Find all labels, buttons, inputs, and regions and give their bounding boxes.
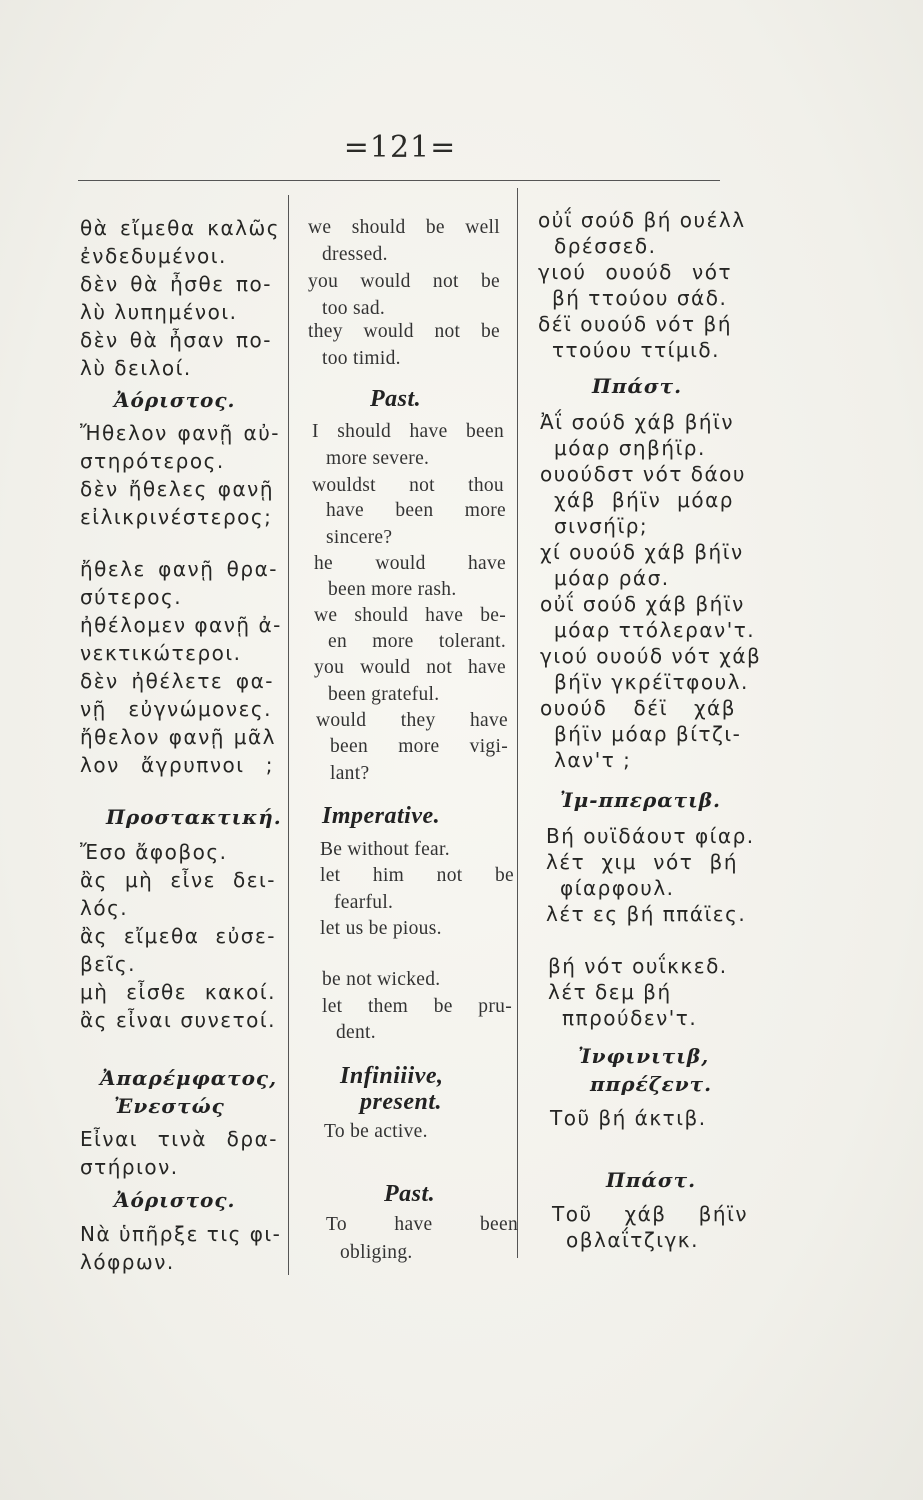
transliteration-line: φίαρφουλ.: [560, 876, 675, 900]
transliteration-line: χί ουούδ χάβ βήϊν: [540, 540, 744, 564]
english-line: they would not be: [308, 321, 500, 342]
english-line: been grateful.: [328, 684, 440, 705]
section-heading-past-tr: Ππάστ.: [592, 374, 683, 398]
section-heading-infinitive-en: Infiniiive,: [340, 1063, 444, 1089]
greek-line: ἐνδεδυμένοι.: [80, 244, 227, 268]
greek-line: ἤθελε φανῇ θρα-: [80, 557, 278, 581]
transliteration-line: Τοῦ βή άκτιβ.: [550, 1106, 707, 1130]
english-line: dent.: [336, 1022, 376, 1043]
transliteration-line: Τοῦ χάβ βήϊν: [552, 1202, 748, 1226]
transliteration-line: λέτ χιμ νότ βή: [546, 850, 738, 874]
section-heading-aorist-2: Ἀόριστος.: [114, 1188, 236, 1212]
transliteration-line: ττούου ττίμιδ.: [552, 338, 720, 362]
greek-line: στήριον.: [80, 1155, 179, 1179]
english-line: been more vigi-: [330, 736, 508, 757]
english-line: let them be pru-: [322, 996, 512, 1017]
transliteration-line: λέτ δεμ βή: [548, 980, 672, 1004]
section-heading-past: Past.: [370, 386, 422, 412]
greek-line: στηρότερος.: [80, 449, 225, 473]
greek-line: Εἶναι τινὰ δρα-: [80, 1127, 278, 1151]
english-line: too sad.: [322, 298, 386, 319]
english-line: be not wicked.: [322, 969, 441, 990]
section-heading-infinitive-tr: Ἰνφινιτιβ,: [578, 1044, 710, 1068]
greek-line: νῇ εὐγνώμονες.: [80, 697, 272, 721]
column-divider-left: [288, 195, 289, 1275]
english-line: you would not be: [308, 271, 500, 292]
english-line: let us be pious.: [320, 918, 442, 939]
english-line: fearful.: [334, 892, 394, 913]
page-number: =121=: [343, 130, 457, 165]
english-line: obliging.: [340, 1242, 413, 1263]
section-heading-present: Ἐνεστώς: [114, 1094, 225, 1118]
greek-line: λὺ λυπημένοι.: [80, 300, 238, 324]
column-divider-right: [517, 188, 518, 1258]
section-heading-imperative-en: Imperative.: [322, 803, 441, 829]
transliteration-line: χάβ βήϊν μόαρ: [554, 488, 734, 512]
transliteration-line: λέτ ες βή ππάϊες.: [546, 902, 747, 926]
english-line: been more rash.: [328, 579, 457, 600]
english-line: Be without fear.: [320, 839, 450, 860]
greek-line: δὲν ἠθέλετε φα-: [80, 669, 274, 693]
greek-line: ἤθελον φανῇ μᾶλ: [80, 725, 276, 749]
transliteration-line: δρέσσεδ.: [554, 234, 657, 258]
transliteration-line: Βή ουϊδάουτ φίαρ.: [546, 824, 755, 848]
greek-line: θὰ εἴμεθα καλῶς: [80, 216, 280, 240]
transliteration-line: γιού ουούδ νότ χάβ: [540, 644, 762, 668]
english-line: you would not have: [314, 657, 506, 678]
transliteration-line: μόαρ ράσ.: [554, 566, 670, 590]
transliteration-line: οὐΐ σούδ βή ουέλλ: [538, 208, 746, 232]
english-line: To be active.: [324, 1121, 428, 1142]
greek-line: ἂς μὴ εἶνε δει-: [80, 868, 276, 892]
transliteration-line: μόαρ σηβήϊρ.: [554, 436, 706, 460]
transliteration-line: Ἀΐ σούδ χάβ βήϊν: [540, 410, 734, 434]
english-line: more severe.: [326, 448, 430, 469]
greek-line: σύτερος.: [80, 585, 183, 609]
section-heading-infinitive: Ἀπαρέμφατος,: [100, 1066, 278, 1090]
transliteration-line: βήϊν μόαρ βίτζι-: [554, 722, 742, 746]
section-heading-present-tr: ππρέζεντ.: [590, 1072, 713, 1096]
greek-line: λὺ δειλοί.: [80, 356, 192, 380]
transliteration-line: ππρούδεν'τ.: [562, 1006, 698, 1030]
section-heading-imperative-tr: Ἰμ-ππερατιβ.: [560, 788, 722, 812]
transliteration-line: μόαρ ττόλεραν'τ.: [554, 618, 756, 642]
english-line: dressed.: [322, 244, 388, 265]
section-heading-aorist: Ἀόριστος.: [114, 388, 236, 412]
transliteration-line: οὐΐ σούδ χάβ βήϊν: [540, 592, 745, 616]
english-line: too timid.: [322, 348, 401, 369]
greek-line: ἠθέλομεν φανῇ ἀ-: [80, 613, 282, 637]
english-line: sincere?: [326, 527, 393, 548]
section-heading-past-en: Past.: [384, 1181, 436, 1207]
transliteration-line: βή ττούου σάδ.: [552, 286, 728, 310]
greek-line: λός.: [80, 896, 129, 920]
english-line: we should be well: [308, 217, 500, 238]
greek-line: λον ἄγρυπνοι ;: [80, 753, 274, 777]
transliteration-line: ουούδ δέϊ χάβ: [540, 696, 736, 720]
english-line: en more tolerant.: [328, 631, 506, 652]
english-line: lant?: [330, 763, 370, 784]
greek-line: βεῖς.: [80, 952, 136, 976]
english-line: I should have been: [312, 421, 504, 442]
transliteration-line: δέϊ ουούδ νότ βή: [538, 312, 732, 336]
english-line: we should have be-: [314, 605, 506, 626]
transliteration-line: ουούδστ νότ δάου: [540, 462, 746, 486]
english-line: wouldst not thou: [312, 475, 504, 496]
section-heading-imperative: Προστακτική.: [106, 805, 282, 829]
english-line: would they have: [316, 710, 508, 731]
transliteration-line: λαν'τ ;: [554, 748, 632, 772]
english-line: let him not be: [320, 865, 514, 886]
section-heading-past-tr-2: Ππάστ.: [606, 1168, 697, 1192]
greek-line: δὲν θὰ ἦσθε πο-: [80, 272, 272, 296]
transliteration-line: γιού ουούδ νότ: [538, 260, 732, 284]
greek-line: ἂς εἶναι συνετοί.: [80, 1008, 276, 1032]
greek-line: μὴ εἶσθε κακοί.: [80, 980, 276, 1004]
greek-line: δὲν ἤθελες φανῇ: [80, 477, 274, 501]
greek-line: Ἤθελον φανῇ αὐ-: [80, 421, 280, 445]
greek-line: εἰλικρινέστερος;: [80, 505, 273, 529]
greek-line: νεκτικώτεροι.: [80, 641, 242, 665]
section-heading-present-en: present.: [360, 1089, 442, 1115]
greek-line: ἂς εἴμεθα εὐσε-: [80, 924, 276, 948]
transliteration-line: σινσήϊρ;: [554, 514, 649, 538]
english-line: have been more: [326, 500, 506, 521]
greek-line: Ἔσο ἄφοβος.: [80, 840, 228, 864]
greek-line: δὲν θὰ ἦσαν πο-: [80, 328, 272, 352]
greek-line: Νὰ ὑπῆρξε τις φι-: [80, 1222, 282, 1246]
transliteration-line: βήϊν γκρέϊτφουλ.: [554, 670, 749, 694]
greek-line: λόφρων.: [80, 1250, 175, 1274]
transliteration-line: βή νότ ουΐκκεδ.: [548, 954, 728, 978]
english-line: To have been: [326, 1214, 518, 1235]
transliteration-line: οβλαΐτζιγκ.: [566, 1228, 699, 1252]
english-line: he would have: [314, 553, 506, 574]
top-rule: [78, 180, 720, 181]
